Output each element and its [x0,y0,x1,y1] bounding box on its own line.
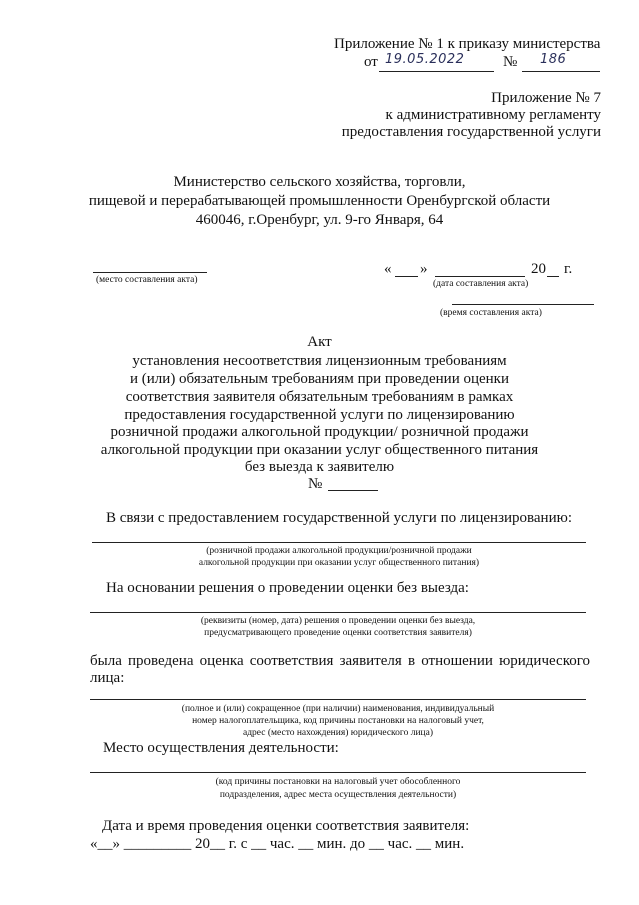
place-line [93,272,207,273]
act-line-1: установления несоответствия лицензионным требованиям [132,353,507,369]
section2-caption-1: (реквизиты (номер, дата) решения о проведении оценки без выезда, [200,616,476,626]
place-caption: (место составления акта) [96,275,198,285]
section4-caption-2: подразделения, адрес места осуществления деятельности) [219,790,457,800]
ministry-line1: Министерство сельского хозяйства, торговли, [173,174,466,190]
section4-caption-1: (код причины постановки на налоговый учет обособленного [215,777,461,787]
date-open-quote: « [384,261,392,277]
section1-line [92,542,586,543]
act-line-2: и (или) обязательным требованиям при проведении оценки [130,371,509,387]
appendix1-title: Приложение № 1 к приказу министерства [334,36,601,52]
date-day-line [395,276,418,277]
time-caption: (время составления акта) [440,308,542,318]
date-month-line [435,276,525,277]
section5-text: Дата и время проведения оценки соответствия заявителя: [102,818,470,834]
date-year-suffix: г. [564,261,573,277]
section5-datetime-line: «__» _________ 20__ г. с __ час. __ мин. до __ час. __ мин. [90,836,465,852]
section1-caption-2: алкогольной продукции при оказании услуг общественного питания) [198,558,480,568]
appendix1-number-handwritten: 186 [540,52,567,67]
act-number-line [328,490,378,491]
act-line-3: соответствия заявителя обязательным требованиям в рамках [125,389,514,405]
section3-line [90,699,586,700]
section3-text-2: лица: [90,670,125,686]
appendix1-date-handwritten: 19.05.2022 [385,52,465,67]
appendix7-line2: к административному регламенту [385,107,601,123]
act-line-7: без выезда к заявителю [244,459,395,475]
act-line-5: розничной продажи алкогольной продукции/ розничной продажи [110,424,529,440]
section2-text: На основании решения о проведении оценки без выезда: [106,580,469,596]
date-year-line [547,276,559,277]
date-caption: (дата составления акта) [433,279,529,289]
act-line-4: предоставления государственной услуги по лицензированию [124,407,515,423]
act-number-label: № [308,476,323,492]
section3-text-1: была проведена оценка соответствия заявителя в отношении юридического [90,653,590,669]
appendix7-line3: предоставления государственной услуги [341,124,601,140]
section3-caption-1: (полное и (или) сокращенное (при наличии) наименования, индивидуальный [181,704,495,714]
appendix1-from-label: от [364,54,378,70]
section4-line [90,772,586,773]
section3-caption-2: номер налогоплательщика, код причины постановки на налоговый учет, [192,716,484,726]
appendix1-number-line [522,71,600,72]
appendix1-date-line [379,71,494,72]
section3-caption-3: адрес (место нахождения) юридического лица) [243,728,433,738]
time-line [452,304,594,305]
section2-caption-2: предусматривающего проведение оценки соответствия заявителя) [204,628,472,638]
ministry-line2: пищевой и перерабатывающей промышленности Оренбургской области [88,193,551,209]
appendix7-title: Приложение № 7 [491,90,601,106]
section2-line [90,612,586,613]
act-line-6: алкогольной продукции при оказании услуг общественного питания [100,442,539,458]
section4-text: Место осуществления деятельности: [103,740,339,756]
section1-text: В связи с предоставлением государственной услуги по лицензированию: [106,510,572,526]
section1-caption-1: (розничной продажи алкогольной продукции/розничной продажи [206,546,472,556]
appendix1-number-label: № [503,54,518,70]
ministry-address: 460046, г.Оренбург, ул. 9-го Января, 64 [195,212,444,228]
date-close-quote: » [420,261,428,277]
date-year-prefix: 20 [531,261,546,277]
act-title: Акт [307,334,332,350]
